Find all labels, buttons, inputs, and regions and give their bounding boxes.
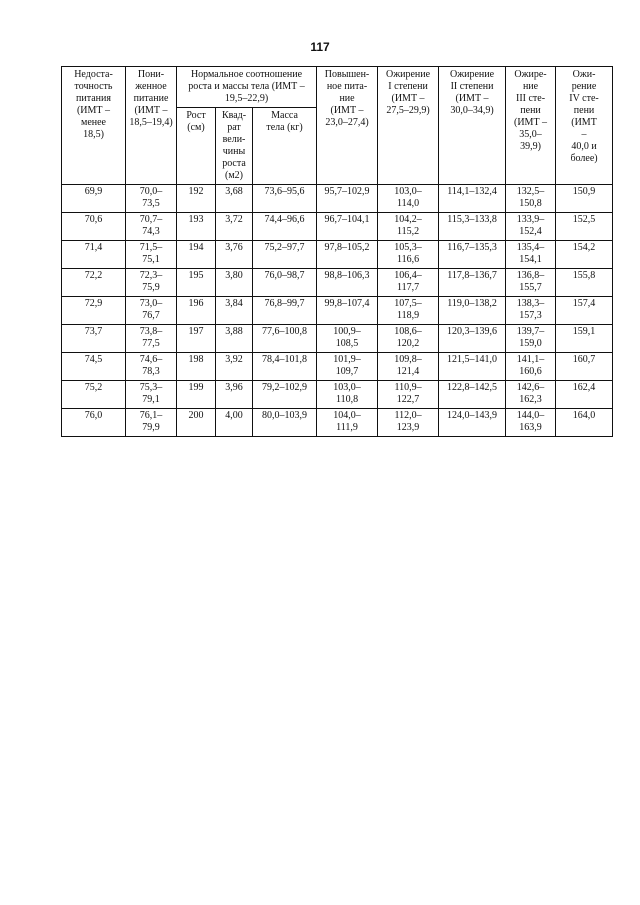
cell-line: 120,2 xyxy=(396,338,420,349)
cell-height-squared: 4,00 xyxy=(216,409,253,437)
header-line: Нормальное соотношение xyxy=(190,69,303,80)
header-line: (ИМТ – xyxy=(391,93,425,104)
header-reduced-nutrition xyxy=(126,67,177,185)
header-line: точность xyxy=(74,81,113,92)
cell-line: 157,3 xyxy=(519,310,542,321)
cell-line: 103,0– xyxy=(333,382,361,393)
header-line: Рост xyxy=(186,110,206,121)
cell-line: 117,7 xyxy=(396,282,420,293)
cell-line: 100,9– xyxy=(333,326,361,337)
header-line: (ИМТ – xyxy=(134,105,168,116)
cell-obesity-4: 154,2 xyxy=(556,241,613,269)
cell-obesity-1 xyxy=(378,381,439,409)
header-line: III сте- xyxy=(515,93,546,104)
header-line: менее xyxy=(81,117,106,128)
cell-height: 192 xyxy=(177,185,216,213)
header-normal-ratio xyxy=(177,67,317,108)
cell-height: 199 xyxy=(177,381,216,409)
cell-obesity-2: 119,0–138,2 xyxy=(439,297,506,325)
header-line: 23,0–27,4) xyxy=(325,117,369,128)
header-obesity-3 xyxy=(506,67,556,185)
cell-line: 112,0– xyxy=(394,410,422,421)
cell-undernutrition: 75,2 xyxy=(62,381,126,409)
header-line: Масса xyxy=(271,110,298,121)
header-line: питания xyxy=(76,93,111,104)
cell-line: 133,9– xyxy=(516,214,545,225)
header-line: II степени xyxy=(450,81,494,92)
cell-height: 195 xyxy=(177,269,216,297)
cell-obesity-4: 162,4 xyxy=(556,381,613,409)
cell-line: 73,8– xyxy=(139,326,163,337)
cell-line: 76,7 xyxy=(142,310,160,321)
header-line: (ИМТ – xyxy=(330,105,364,116)
cell-obesity-2: 115,3–133,8 xyxy=(439,213,506,241)
cell-obesity-3 xyxy=(506,269,556,297)
cell-line: 114,0 xyxy=(396,198,420,209)
cell-line: 122,7 xyxy=(396,394,420,405)
cell-line: 109,8– xyxy=(394,354,422,365)
cell-increased-nutrition: 97,8–105,2 xyxy=(317,241,378,269)
cell-height-squared: 3,76 xyxy=(216,241,253,269)
header-line: (м2) xyxy=(225,170,243,181)
cell-increased-nutrition xyxy=(317,409,378,437)
cell-increased-nutrition xyxy=(317,353,378,381)
cell-line: 162,3 xyxy=(519,394,542,405)
cell-line: 108,5 xyxy=(335,338,359,349)
cell-increased-nutrition: 95,7–102,9 xyxy=(317,185,378,213)
header-line: Ожирение xyxy=(386,69,431,80)
header-line: (ИМТ – xyxy=(76,105,111,116)
cell-obesity-2: 117,8–136,7 xyxy=(439,269,506,297)
cell-reduced-nutrition xyxy=(126,241,177,269)
header-line: женное xyxy=(135,81,167,92)
header-line: рат xyxy=(227,122,241,133)
cell-line: 150,8 xyxy=(519,198,542,209)
cell-obesity-1 xyxy=(378,185,439,213)
cell-body-mass: 77,6–100,8 xyxy=(253,325,317,353)
cell-obesity-4: 160,7 xyxy=(556,353,613,381)
header-line: роста и массы тела (ИМТ – xyxy=(188,81,305,92)
cell-line: 70,0– xyxy=(139,186,163,197)
header-line: Ожирение xyxy=(450,69,495,80)
cell-body-mass: 76,0–98,7 xyxy=(253,269,317,297)
header-line: I степени xyxy=(388,81,428,92)
header-line: 30,0–34,9) xyxy=(450,105,494,116)
page-number: 117 xyxy=(310,40,330,54)
cell-undernutrition: 71,4 xyxy=(62,241,126,269)
cell-increased-nutrition xyxy=(317,325,378,353)
cell-line: 110,8 xyxy=(335,394,359,405)
cell-reduced-nutrition xyxy=(126,297,177,325)
header-line: ние xyxy=(522,81,539,92)
header-line: вели- xyxy=(222,134,246,145)
header-line: (см) xyxy=(187,122,205,133)
cell-obesity-4: 157,4 xyxy=(556,297,613,325)
header-line: Ожи- xyxy=(572,69,596,80)
header-line: 18,5–19,4) xyxy=(129,117,173,128)
cell-height-squared: 3,80 xyxy=(216,269,253,297)
cell-line: 138,3– xyxy=(516,298,545,309)
header-height xyxy=(177,108,216,185)
cell-height-squared: 3,72 xyxy=(216,213,253,241)
cell-height: 197 xyxy=(177,325,216,353)
table-row xyxy=(62,325,613,353)
cell-undernutrition: 72,2 xyxy=(62,269,126,297)
cell-reduced-nutrition xyxy=(126,213,177,241)
header-line: IV сте- xyxy=(569,93,599,104)
cell-line: 159,0 xyxy=(519,338,542,349)
cell-undernutrition: 70,6 xyxy=(62,213,126,241)
header-line: рение xyxy=(571,81,597,92)
cell-height: 198 xyxy=(177,353,216,381)
cell-obesity-1 xyxy=(378,213,439,241)
header-line: 35,0– xyxy=(519,129,542,140)
cell-height-squared: 3,96 xyxy=(216,381,253,409)
cell-line: 104,2– xyxy=(394,214,422,225)
header-line: Недоста- xyxy=(74,69,113,80)
cell-obesity-2: 121,5–141,0 xyxy=(439,353,506,381)
cell-obesity-3 xyxy=(506,381,556,409)
cell-height: 194 xyxy=(177,241,216,269)
table-body xyxy=(62,185,613,437)
cell-obesity-3 xyxy=(506,353,556,381)
table-row xyxy=(62,213,613,241)
header-line: 19,5–22,9) xyxy=(224,93,269,104)
cell-height-squared: 3,88 xyxy=(216,325,253,353)
cell-height: 200 xyxy=(177,409,216,437)
cell-line: 121,4 xyxy=(396,366,420,377)
cell-line: 163,9 xyxy=(519,422,542,433)
cell-obesity-4: 152,5 xyxy=(556,213,613,241)
header-line: (ИМТ xyxy=(571,117,597,128)
cell-line: 115,2 xyxy=(396,226,420,237)
table-row xyxy=(62,241,613,269)
cell-obesity-2: 114,1–132,4 xyxy=(439,185,506,213)
header-line: тела (кг) xyxy=(266,122,303,133)
header-line: роста xyxy=(222,158,246,169)
header-line: – xyxy=(581,129,587,140)
cell-obesity-2: 116,7–135,3 xyxy=(439,241,506,269)
cell-increased-nutrition: 99,8–107,4 xyxy=(317,297,378,325)
cell-line: 110,9– xyxy=(394,382,422,393)
cell-body-mass: 76,8–99,7 xyxy=(253,297,317,325)
cell-line: 109,7 xyxy=(335,366,359,377)
cell-line: 77,5 xyxy=(142,338,160,349)
cell-line: 76,1– xyxy=(139,410,163,421)
header-undernutrition xyxy=(62,67,126,185)
header-increased-nutrition xyxy=(317,67,378,185)
cell-line: 74,3 xyxy=(142,226,160,237)
header-line: Повышен- xyxy=(324,69,370,80)
cell-line: 107,5– xyxy=(394,298,422,309)
header-line: (ИМТ – xyxy=(455,93,489,104)
cell-line: 118,9 xyxy=(396,310,420,321)
cell-obesity-1 xyxy=(378,241,439,269)
cell-obesity-3 xyxy=(506,213,556,241)
header-line: более) xyxy=(570,153,598,164)
header-height-squared xyxy=(216,108,253,185)
cell-obesity-1 xyxy=(378,325,439,353)
cell-line: 160,6 xyxy=(519,366,542,377)
cell-line: 78,3 xyxy=(142,366,160,377)
cell-body-mass: 74,4–96,6 xyxy=(253,213,317,241)
cell-line: 106,4– xyxy=(394,270,422,281)
cell-undernutrition: 74,5 xyxy=(62,353,126,381)
cell-line: 101,9– xyxy=(333,354,361,365)
bmi-table xyxy=(61,66,613,437)
cell-reduced-nutrition xyxy=(126,325,177,353)
cell-line: 70,7– xyxy=(139,214,163,225)
header-line: 39,9) xyxy=(520,141,541,152)
cell-line: 132,5– xyxy=(516,186,545,197)
header-line: ное пита- xyxy=(326,81,368,92)
cell-line: 154,1 xyxy=(519,254,542,265)
cell-line: 105,3– xyxy=(394,242,422,253)
cell-line: 144,0– xyxy=(516,410,545,421)
cell-obesity-3 xyxy=(506,409,556,437)
cell-line: 155,7 xyxy=(519,282,542,293)
table-row xyxy=(62,409,613,437)
cell-obesity-1 xyxy=(378,269,439,297)
header-line: ние xyxy=(339,93,355,104)
header-line: (ИМТ – xyxy=(514,117,548,128)
cell-line: 75,1 xyxy=(142,254,160,265)
cell-line: 116,6 xyxy=(396,254,420,265)
cell-obesity-4: 164,0 xyxy=(556,409,613,437)
cell-line: 108,6– xyxy=(394,326,422,337)
cell-reduced-nutrition xyxy=(126,185,177,213)
cell-body-mass: 78,4–101,8 xyxy=(253,353,317,381)
header-line: Ожире- xyxy=(514,69,547,80)
cell-line: 111,9 xyxy=(336,422,358,433)
cell-line: 141,1– xyxy=(516,354,545,365)
cell-height-squared: 3,84 xyxy=(216,297,253,325)
cell-obesity-3 xyxy=(506,325,556,353)
cell-body-mass: 80,0–103,9 xyxy=(253,409,317,437)
cell-obesity-2: 122,8–142,5 xyxy=(439,381,506,409)
table-row xyxy=(62,381,613,409)
cell-reduced-nutrition xyxy=(126,269,177,297)
cell-line: 123,9 xyxy=(396,422,420,433)
cell-height: 196 xyxy=(177,297,216,325)
table-row xyxy=(62,353,613,381)
cell-height-squared: 3,92 xyxy=(216,353,253,381)
cell-height: 193 xyxy=(177,213,216,241)
cell-obesity-1 xyxy=(378,297,439,325)
cell-increased-nutrition xyxy=(317,381,378,409)
cell-obesity-2: 120,3–139,6 xyxy=(439,325,506,353)
header-line: 18,5) xyxy=(83,129,104,140)
cell-obesity-4: 159,1 xyxy=(556,325,613,353)
cell-line: 135,4– xyxy=(516,242,545,253)
cell-obesity-3 xyxy=(506,297,556,325)
cell-line: 139,7– xyxy=(516,326,545,337)
cell-reduced-nutrition xyxy=(126,353,177,381)
cell-obesity-3 xyxy=(506,185,556,213)
cell-obesity-4: 150,9 xyxy=(556,185,613,213)
header-line: Пони- xyxy=(137,69,165,80)
cell-obesity-1 xyxy=(378,353,439,381)
cell-line: 152,4 xyxy=(519,226,542,237)
cell-line: 75,3– xyxy=(139,382,163,393)
cell-line: 103,0– xyxy=(394,186,422,197)
cell-undernutrition: 69,9 xyxy=(62,185,126,213)
cell-line: 72,3– xyxy=(139,270,163,281)
header-line: Квад- xyxy=(221,110,247,121)
cell-line: 73,5 xyxy=(142,198,160,209)
cell-body-mass: 73,6–95,6 xyxy=(253,185,317,213)
cell-undernutrition: 73,7 xyxy=(62,325,126,353)
header-line: чины xyxy=(222,146,246,157)
table-row xyxy=(62,269,613,297)
header-obesity-1 xyxy=(378,67,439,185)
cell-body-mass: 75,2–97,7 xyxy=(253,241,317,269)
cell-increased-nutrition: 98,8–106,3 xyxy=(317,269,378,297)
header-line: 27,5–29,9) xyxy=(386,105,430,116)
cell-line: 75,9 xyxy=(142,282,160,293)
cell-reduced-nutrition xyxy=(126,381,177,409)
header-body-mass xyxy=(253,108,317,185)
table-row xyxy=(62,185,613,213)
cell-body-mass: 79,2–102,9 xyxy=(253,381,317,409)
cell-reduced-nutrition xyxy=(126,409,177,437)
header-line: питание xyxy=(133,93,169,104)
cell-undernutrition: 76,0 xyxy=(62,409,126,437)
cell-line: 79,9 xyxy=(142,422,160,433)
cell-obesity-3 xyxy=(506,241,556,269)
cell-line: 136,8– xyxy=(516,270,545,281)
header-line: 40,0 и xyxy=(571,141,597,152)
cell-line: 74,6– xyxy=(139,354,163,365)
header-obesity-4 xyxy=(556,67,613,185)
header-line: пени xyxy=(573,105,595,116)
cell-obesity-2: 124,0–143,9 xyxy=(439,409,506,437)
cell-line: 73,0– xyxy=(139,298,163,309)
header-obesity-2 xyxy=(439,67,506,185)
cell-line: 104,0– xyxy=(333,410,361,421)
cell-line: 142,6– xyxy=(516,382,545,393)
cell-line: 79,1 xyxy=(142,394,160,405)
cell-line: 71,5– xyxy=(139,242,163,253)
header-line: пени xyxy=(520,105,541,116)
cell-obesity-4: 155,8 xyxy=(556,269,613,297)
cell-undernutrition: 72,9 xyxy=(62,297,126,325)
cell-height-squared: 3,68 xyxy=(216,185,253,213)
cell-increased-nutrition: 96,7–104,1 xyxy=(317,213,378,241)
table-row xyxy=(62,297,613,325)
cell-obesity-1 xyxy=(378,409,439,437)
